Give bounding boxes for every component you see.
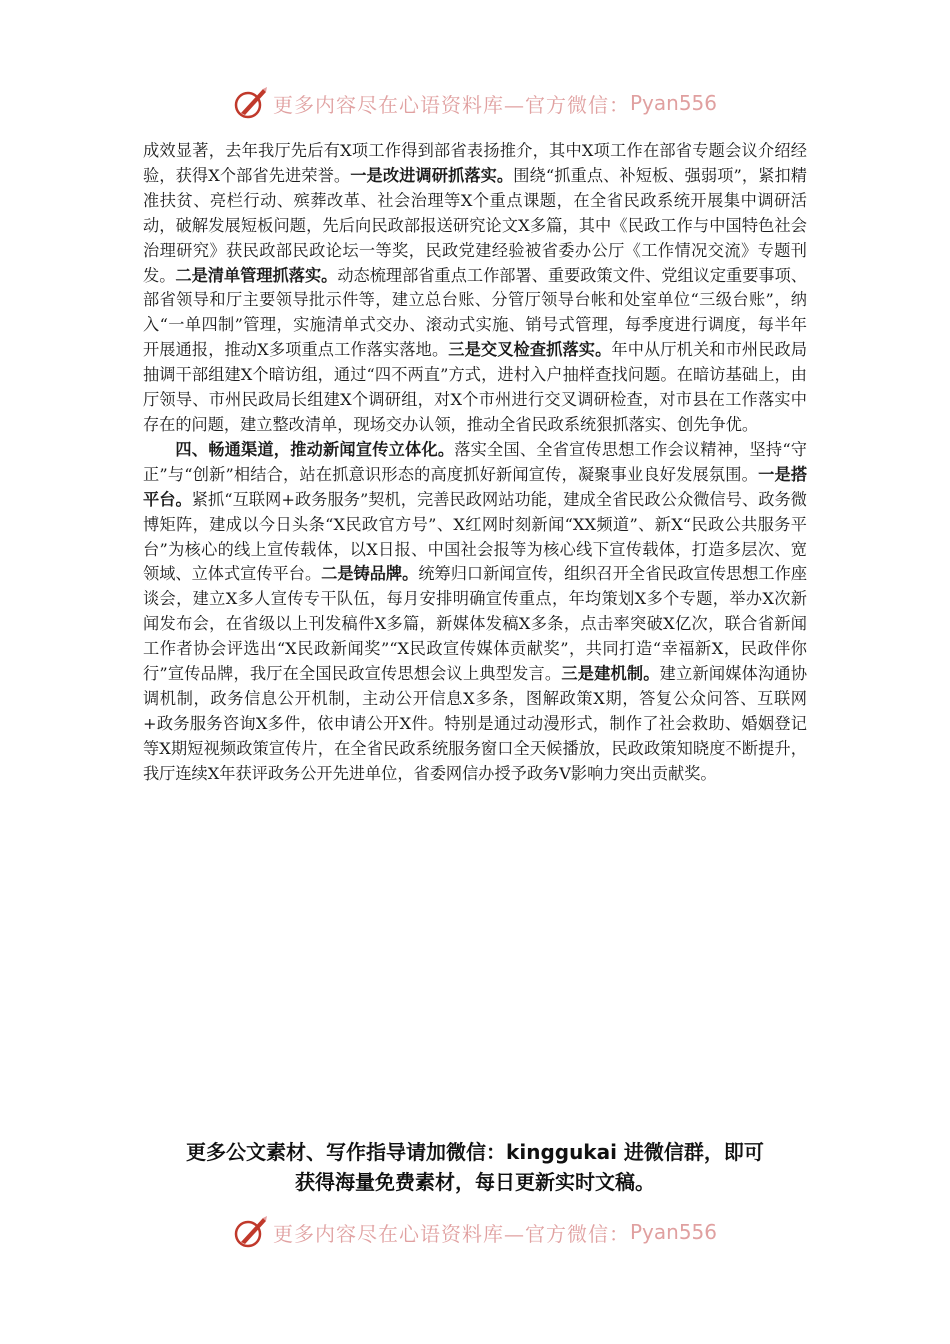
watermark-header	[0, 83, 950, 123]
footer-line-1: 更多公文素材、写作指导请加微信：kinggukai 进微信群，即可	[186, 1140, 764, 1164]
bold-heading: 一是改进调研抓落实。	[350, 165, 514, 185]
paragraph-text: 紧抓“互联网+政务服务”契机，完善民政网站功能，建成全省民政公众微信号、政务微博矩阵，建成以今日头条“X民政官方号”、X红网时刻新闻“XX频道”、新X“民政公共服务平台”为核心的线上宣传载体，以X日报、中国社会报等为核心线下宣传载体，打造多层次、宽领域、立体式宣传平台。	[143, 489, 807, 584]
paragraph-text: 落实全国、全省宣传思想工作会议精神，坚持“守正”与“创新”相结合，站在抓意识形态的高度抓好新闻宣传，凝聚事业良好发展氛围。	[143, 439, 807, 484]
bold-heading: 三是建机制。	[561, 664, 660, 684]
bold-heading: 四、畅通渠道，推动新闻宣传立体化。	[175, 439, 455, 459]
quill-logo-icon	[233, 1214, 269, 1250]
paragraph-text: 成效显著，去年我厅先后有X项工作得到部省表扬推介，其中X项工作在部省专题会议介绍经验，获得X个部省先进荣誉。	[143, 141, 807, 185]
footer-line-2: 获得海量免费素材，每日更新实时文稿。	[295, 1170, 655, 1194]
document-body	[143, 139, 807, 787]
paragraph-text: 围绕“抓重点、补短板、强弱项”，紧扣精准扶贫、亮栏行动、殡葬改革、社会治理等X个重点课题，在全省民政系统开展集中调研活动，破解发展短板问题，先后向民政部报送研究论文X多篇，其中《民政工作与中国特色社会治理研究》获民政部民政论坛一等奖，民政党建经验被省委办公厅《工作情况交流》专题刊发。	[143, 165, 807, 285]
paragraph-text: 年中从厅机关和市州民政局抽调干部组建X个暗访组，通过“四不两直”方式，进村入户抽样查找问题。在暗访基础上，由厅领导、市州民政局长组建X个调研组，对X个市州进行交叉调研检查，对市县在工作落实中存在的问题，建立整改清单，现场交办认领，推动全省民政系统狠抓落实、创先争优。	[143, 340, 808, 434]
bold-heading: 二是清单管理抓落实。	[175, 265, 338, 285]
footer-note	[0, 1137, 950, 1197]
paragraph	[143, 139, 807, 438]
bold-heading: 一是搭平台。	[143, 464, 808, 509]
watermark-text: 更多内容尽在心语资料库—官方微信：	[272, 1221, 630, 1246]
paragraph-text: 动态梳理部省重点工作部署、重要政策文件、党组议定重要事项、部省领导和厅主要领导批示件等，建立总台账、分管厅领导台帐和处室单位“三级台账”，纳入“一单四制”管理，实施清单式交办、滚动式实施、销号式管理，每季度进行调度，每半年开展通报，推动X多项重点工作落实落地。	[143, 265, 807, 360]
watermark-id: Pyan556	[629, 91, 717, 115]
watermark-footer	[0, 1212, 950, 1252]
bold-heading: 三是交叉检查抓落实。	[448, 340, 612, 360]
paragraph-text: 统筹归口新闻宣传，组织召开全省民政宣传思想工作座谈会，建立X多人宣传专干队伍，每月安排明确宣传重点，年均策划X多个专题，举办X次新闻发布会，在省级以上刊发稿件X多篇，新媒体发稿X多条，点击率突破X亿次，联合省新闻工作者协会评选出“X民政新闻奖”“X民政宣传媒体贡献奖”，共同打造“幸福新X，民政伴你行”宣传品牌，我厅在全国民政宣传思想会议上典型发言。	[143, 564, 808, 684]
bold-heading: 二是铸品牌。	[321, 564, 419, 584]
quill-logo-icon	[233, 85, 269, 121]
paragraph-text: 建立新闻媒体沟通协调机制，政务信息公开机制，主动公开信息X多条，图解政策X期，答复公众问答、互联网+政务服务咨询X多件，依申请公开X件。特别是通过动漫形式，制作了社会救助、婚姻登记等X期短视频政策宣传片，在全省民政系统服务窗口全天候播放，民政政策知晓度不断提升，我厅连续X年获评政务公开先进单位，省委网信办授予政务V影响力突出贡献奖。	[143, 664, 808, 783]
watermark-text: 更多内容尽在心语资料库—官方微信：	[272, 92, 630, 117]
watermark-id: Pyan556	[629, 1220, 717, 1244]
paragraph	[143, 438, 807, 787]
